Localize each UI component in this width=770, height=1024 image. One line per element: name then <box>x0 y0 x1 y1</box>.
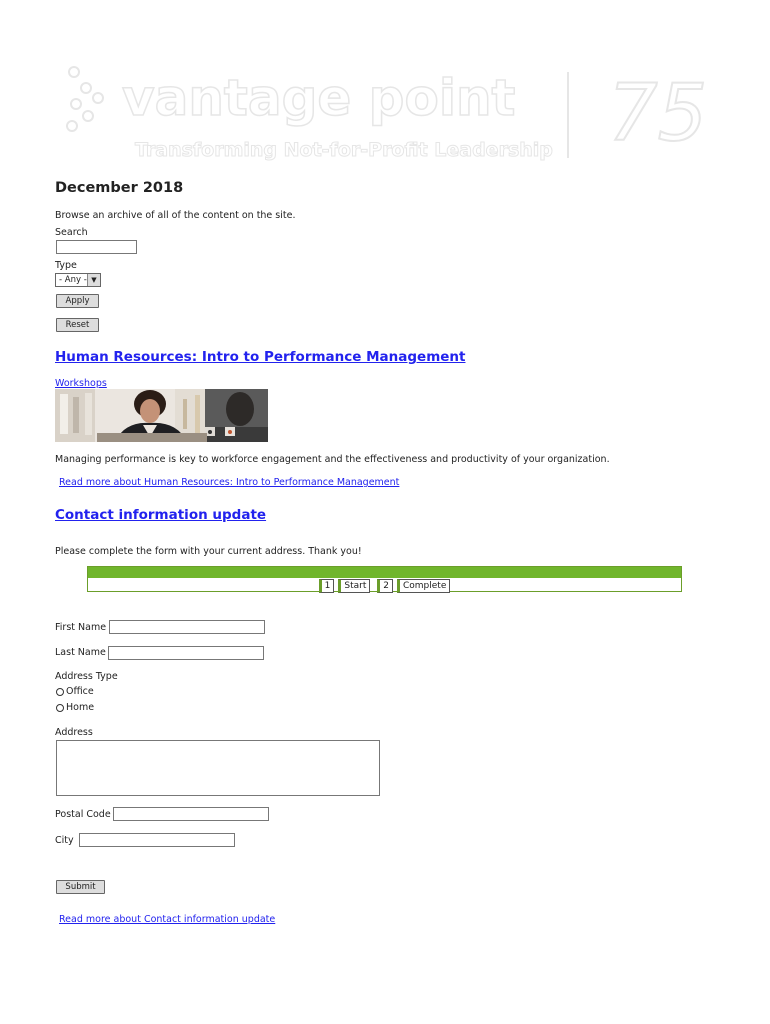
submit-button[interactable]: Submit <box>56 880 105 894</box>
search-input[interactable] <box>56 240 137 254</box>
svg-text:vantage point: vantage point <box>122 69 516 127</box>
svg-text:75: 75 <box>608 69 708 159</box>
radio-home-label: Home <box>66 702 95 713</box>
article-summary: Managing performance is key to workforce engagement and the effectiveness and productivity of your organization. <box>55 454 610 465</box>
type-label: Type <box>55 260 77 271</box>
city-label: City <box>55 835 74 846</box>
step-complete[interactable]: Complete <box>397 579 450 593</box>
first-name-field[interactable] <box>109 620 265 634</box>
step-number: 1 <box>319 579 335 593</box>
article-summary: Please complete the form with your current address. Thank you! <box>55 546 362 557</box>
search-label: Search <box>55 227 88 238</box>
progress-steps <box>88 579 681 593</box>
form-progress-bar <box>87 566 682 592</box>
category-link[interactable]: Workshops <box>55 378 107 389</box>
first-name-label: First Name <box>55 622 107 633</box>
radio-office-label: Office <box>66 686 94 697</box>
reset-button[interactable]: Reset <box>56 318 99 332</box>
radio-office[interactable] <box>56 688 64 696</box>
postal-code-field[interactable] <box>113 807 269 821</box>
step-start[interactable]: Start <box>338 579 370 593</box>
chevron-down-icon: ▼ <box>87 274 100 286</box>
type-select-value: - Any - <box>59 275 87 285</box>
logo-graphic <box>60 60 720 170</box>
address-type-label: Address Type <box>55 671 118 682</box>
step-number: 2 <box>377 579 393 593</box>
site-logo[interactable] <box>60 60 720 170</box>
page-title: December 2018 <box>55 180 184 196</box>
city-field[interactable] <box>79 833 235 847</box>
postal-code-label: Postal Code <box>55 809 111 820</box>
radio-home[interactable] <box>56 704 64 712</box>
archive-description: Browse an archive of all of the content on the site. <box>55 210 296 221</box>
address-label: Address <box>55 727 93 738</box>
progress-fill <box>88 567 681 578</box>
read-more-link[interactable]: Read more about Contact information update <box>59 914 276 925</box>
article-title-link[interactable]: Contact information update <box>55 507 267 523</box>
apply-button[interactable]: Apply <box>56 294 99 308</box>
type-select[interactable] <box>55 273 101 287</box>
article-image <box>55 389 268 442</box>
address-field[interactable] <box>56 740 380 796</box>
read-more-link[interactable]: Read more about Human Resources: Intro to Performance Management <box>59 477 400 488</box>
last-name-label: Last Name <box>55 647 106 658</box>
last-name-field[interactable] <box>108 646 264 660</box>
article-title-link[interactable]: Human Resources: Intro to Performance Management <box>55 349 466 365</box>
svg-text:Transforming Not-for-Profit Le: Transforming Not-for-Profit Leadership <box>135 139 553 161</box>
